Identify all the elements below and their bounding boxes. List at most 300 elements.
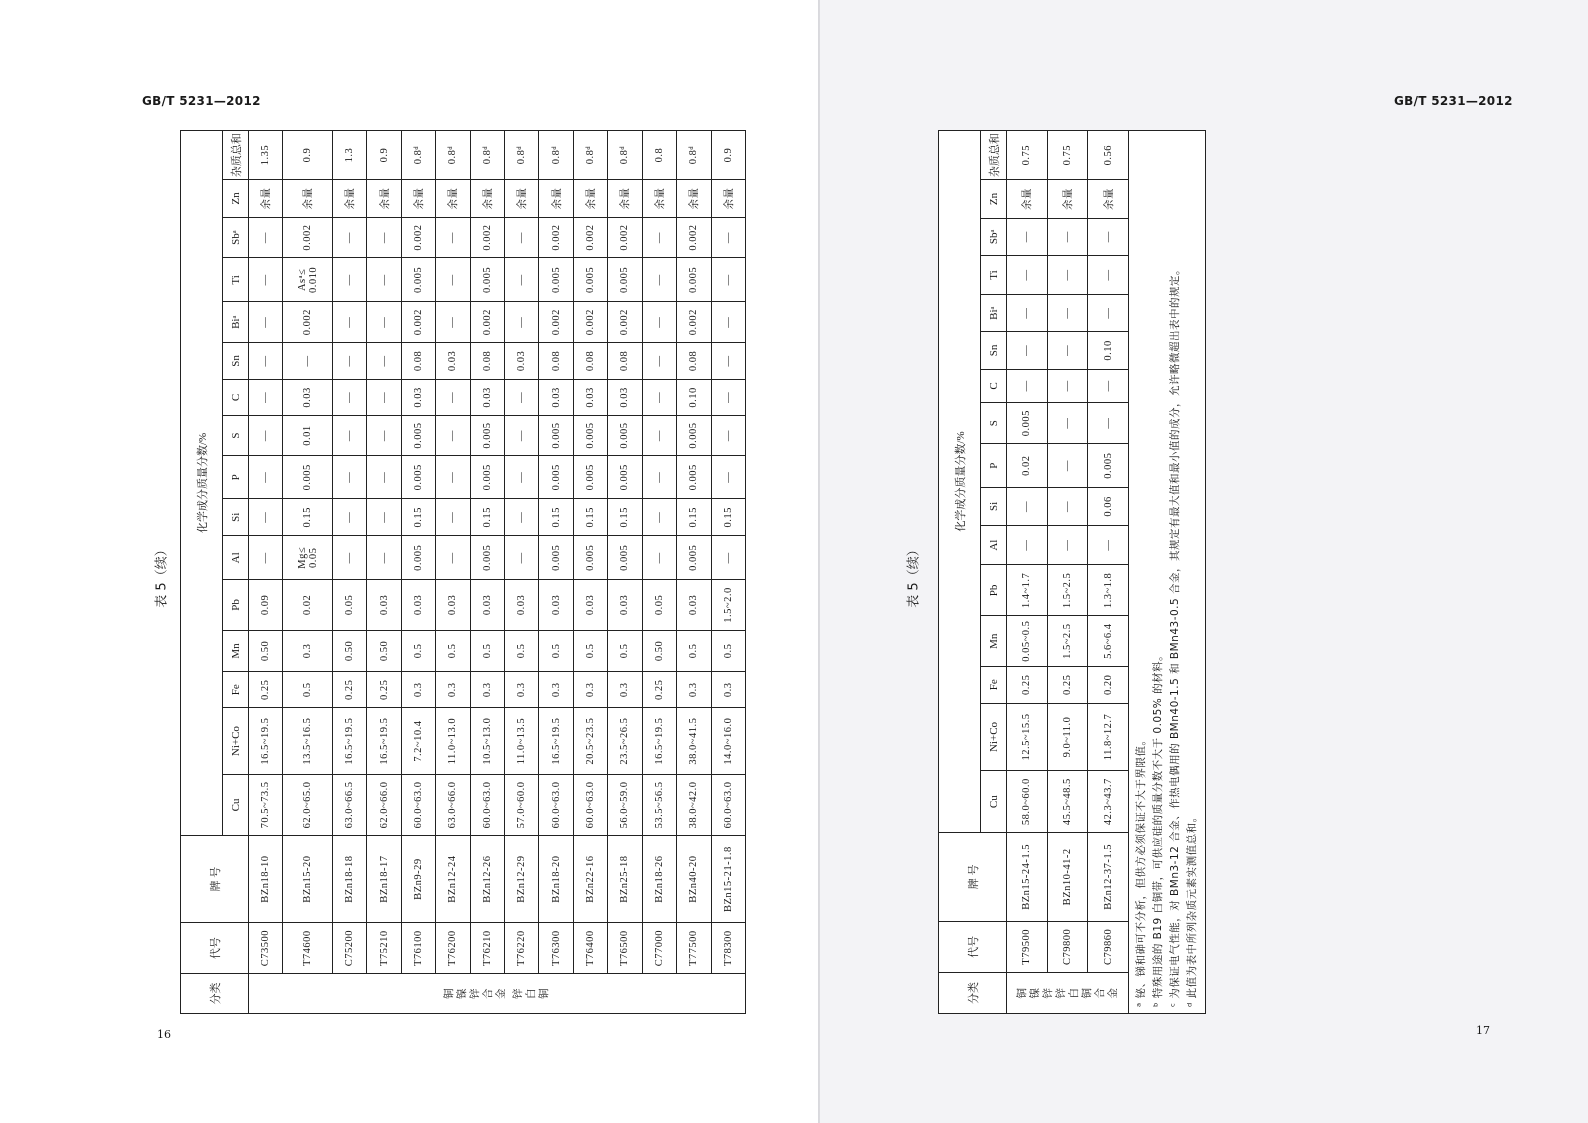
- composition-value: 0.50: [332, 630, 366, 672]
- composition-value: —: [505, 456, 539, 499]
- composition-value: 0.08: [677, 342, 711, 379]
- composition-value: 0.005: [608, 258, 642, 302]
- composition-value: 1.5~2.5: [1047, 565, 1088, 616]
- composition-value: 0.03: [436, 342, 470, 379]
- composition-value: 0.03: [573, 379, 607, 415]
- composition-value: —: [505, 379, 539, 415]
- composition-value: 0.002: [401, 302, 435, 343]
- composition-value: 56.0~59.0: [608, 774, 642, 835]
- alloy-grade: BZn18-10: [249, 835, 283, 923]
- composition-value: —: [642, 536, 676, 580]
- footnote: ᵃ 铋、锑和砷可不分析，但供方必须保证不大于界限值。: [1135, 734, 1147, 1007]
- category-cell: [249, 973, 746, 1013]
- composition-value: 0.08: [401, 342, 435, 379]
- col-element: Al: [223, 536, 249, 580]
- col-element: Fe: [223, 672, 249, 708]
- composition-value: —: [249, 258, 283, 302]
- col-element: C: [981, 369, 1007, 402]
- col-element: Cu: [981, 771, 1007, 833]
- composition-value: 57.0~60.0: [505, 774, 539, 835]
- page-number: 17: [1476, 1024, 1490, 1037]
- composition-value: 0.3: [436, 672, 470, 708]
- composition-value: 0.3: [470, 672, 504, 708]
- col-element: Biᵃ: [223, 302, 249, 343]
- alloy-code: T76400: [573, 923, 607, 974]
- composition-value: 53.5~56.5: [642, 774, 676, 835]
- composition-value: —: [436, 217, 470, 258]
- composition-value: 0.50: [249, 630, 283, 672]
- composition-value: —: [249, 456, 283, 499]
- composition-value: 0.10: [677, 379, 711, 415]
- composition-value: 0.005: [470, 536, 504, 580]
- col-element: C: [223, 379, 249, 415]
- composition-value: 0.03: [470, 379, 504, 415]
- composition-value: 0.03: [401, 379, 435, 415]
- composition-value: 0.002: [608, 217, 642, 258]
- composition-value: 0.3: [283, 630, 332, 672]
- col-element: Al: [981, 525, 1007, 565]
- composition-value: —: [283, 342, 332, 379]
- composition-table: [180, 130, 746, 1014]
- composition-value: 0.5: [283, 672, 332, 708]
- alloy-code: C75200: [332, 923, 366, 974]
- alloy-code: T76100: [401, 923, 435, 974]
- alloy-grade: BZn9-29: [401, 835, 435, 923]
- composition-value: —: [1047, 218, 1088, 255]
- composition-value: 0.5: [573, 630, 607, 672]
- composition-value: 0.8ᵈ: [573, 131, 607, 180]
- composition-value: 余量: [332, 180, 366, 218]
- composition-value: —: [249, 536, 283, 580]
- col-grade: 牌 号: [939, 832, 1007, 921]
- composition-value: —: [367, 415, 401, 456]
- composition-value: 0.9: [711, 131, 745, 180]
- composition-value: 0.08: [470, 342, 504, 379]
- composition-value: 0.50: [642, 630, 676, 672]
- composition-value: 余量: [1047, 180, 1088, 218]
- composition-value: —: [642, 415, 676, 456]
- composition-value: 0.15: [677, 499, 711, 536]
- composition-value: 0.8ᵈ: [539, 131, 573, 180]
- composition-value: —: [332, 217, 366, 258]
- col-element: 杂质总和: [981, 131, 1007, 180]
- composition-value: 16.5~19.5: [332, 708, 366, 775]
- composition-value: 0.8: [642, 131, 676, 180]
- category-char: 铜: [539, 987, 550, 999]
- composition-value: Mg≤ 0.05: [283, 536, 332, 580]
- composition-value: 0.005: [1007, 403, 1048, 444]
- composition-value: —: [505, 258, 539, 302]
- table-row: [1047, 131, 1088, 1014]
- composition-value: 0.03: [677, 580, 711, 630]
- alloy-grade: BZn15-20: [283, 835, 332, 923]
- composition-value: 0.002: [283, 302, 332, 343]
- alloy-code: T78300: [711, 923, 745, 974]
- composition-value: 0.005: [401, 415, 435, 456]
- composition-value: 0.03: [401, 580, 435, 630]
- composition-value: 1.5~2.5: [1047, 616, 1088, 667]
- composition-value: 0.03: [608, 379, 642, 415]
- composition-value: —: [1007, 295, 1048, 332]
- composition-value: 0.15: [283, 499, 332, 536]
- right-page: [820, 0, 1588, 1123]
- composition-value: 0.005: [401, 258, 435, 302]
- composition-value: —: [436, 536, 470, 580]
- composition-value: —: [642, 499, 676, 536]
- alloy-code: C77000: [642, 923, 676, 974]
- composition-value: 0.5: [505, 630, 539, 672]
- composition-value: 余量: [401, 180, 435, 218]
- composition-value: 0.03: [505, 342, 539, 379]
- composition-value: 0.002: [470, 302, 504, 343]
- composition-value: 0.005: [573, 456, 607, 499]
- composition-value: 0.005: [677, 415, 711, 456]
- composition-value: 0.005: [608, 456, 642, 499]
- col-category: 分类: [181, 973, 249, 1013]
- category-char: 锌: [513, 987, 524, 999]
- alloy-grade: BZn18-26: [642, 835, 676, 923]
- composition-value: —: [1007, 525, 1048, 565]
- composition-value: 0.03: [608, 580, 642, 630]
- composition-value: —: [1047, 331, 1088, 369]
- alloy-code: T74600: [283, 923, 332, 974]
- alloy-grade: BZn12-26: [470, 835, 504, 923]
- composition-value: —: [505, 217, 539, 258]
- col-element: Ti: [223, 258, 249, 302]
- col-element: Ni+Co: [223, 708, 249, 775]
- composition-value: 60.0~63.0: [470, 774, 504, 835]
- composition-value: —: [505, 536, 539, 580]
- composition-value: —: [642, 217, 676, 258]
- alloy-grade: BZn18-17: [367, 835, 401, 923]
- table-row: [711, 131, 745, 1014]
- category-char: 镍: [457, 987, 468, 999]
- table-row: [677, 131, 711, 1014]
- composition-value: —: [1047, 255, 1088, 295]
- footnote: ᵇ 特殊用途的 B19 白铜带，可供应硅的质量分数不大于 0.05% 的材料。: [1152, 649, 1164, 1007]
- composition-value: —: [1047, 488, 1088, 526]
- composition-value: 0.002: [573, 302, 607, 343]
- composition-value: 0.002: [539, 217, 573, 258]
- composition-value: 0.8ᵈ: [470, 131, 504, 180]
- composition-value: 0.05: [642, 580, 676, 630]
- composition-value: 62.0~66.0: [367, 774, 401, 835]
- col-element: Zn: [981, 180, 1007, 218]
- composition-value: 23.5~26.5: [608, 708, 642, 775]
- composition-value: —: [436, 379, 470, 415]
- composition-value: 0.03: [505, 580, 539, 630]
- composition-value: —: [505, 499, 539, 536]
- composition-value: —: [642, 258, 676, 302]
- composition-value: 余量: [573, 180, 607, 218]
- composition-value: 0.08: [608, 342, 642, 379]
- alloy-code: T76210: [470, 923, 504, 974]
- col-element: Mn: [223, 630, 249, 672]
- col-element: P: [981, 444, 1007, 488]
- composition-value: 9.0~11.0: [1047, 703, 1088, 771]
- col-category: 分类: [939, 973, 1007, 1014]
- composition-value: 5.6~6.4: [1088, 616, 1129, 667]
- alloy-grade: BZn15-21-1.8: [711, 835, 745, 923]
- table-row: [249, 131, 283, 1014]
- composition-value: —: [332, 302, 366, 343]
- composition-value: —: [367, 379, 401, 415]
- composition-value: —: [332, 456, 366, 499]
- composition-value: 0.03: [539, 580, 573, 630]
- category-char: 铜: [444, 987, 455, 999]
- composition-value: 0.15: [539, 499, 573, 536]
- composition-value: —: [1047, 525, 1088, 565]
- category-char: 镍: [1029, 987, 1041, 999]
- composition-value: 0.15: [573, 499, 607, 536]
- table-footnotes: [1129, 131, 1206, 1014]
- composition-value: —: [436, 302, 470, 343]
- composition-value: 0.15: [711, 499, 745, 536]
- composition-value: 0.005: [401, 536, 435, 580]
- composition-value: 0.8ᵈ: [436, 131, 470, 180]
- composition-value: —: [1047, 403, 1088, 444]
- category-char: 锌: [1055, 987, 1067, 999]
- composition-value: —: [711, 258, 745, 302]
- alloy-code: T76500: [608, 923, 642, 974]
- composition-value: 0.3: [505, 672, 539, 708]
- col-code: 代号: [939, 921, 1007, 972]
- composition-value: —: [1088, 525, 1129, 565]
- composition-value: 0.03: [367, 580, 401, 630]
- composition-value: 0.9: [367, 131, 401, 180]
- composition-table-right: [938, 130, 1206, 1014]
- composition-value: 0.002: [573, 217, 607, 258]
- composition-value: 63.0~66.0: [436, 774, 470, 835]
- composition-value: 11.8~12.7: [1088, 703, 1129, 771]
- composition-value: 余量: [249, 180, 283, 218]
- composition-value: 0.05~0.5: [1007, 616, 1048, 667]
- composition-value: 0.005: [470, 258, 504, 302]
- alloy-grade: BZn12-37-1.5: [1088, 832, 1129, 921]
- composition-table: [938, 130, 1206, 1014]
- composition-value: 0.5: [711, 630, 745, 672]
- col-element: Zn: [223, 180, 249, 218]
- composition-value: 14.0~16.0: [711, 708, 745, 775]
- footnote: ᶜ 为保证电气性能，对 BMn3-12 合金、作热电偶用的 BMn40-1.5 和 BMn43-0.5 合金，其规定有最大值和最小值的成分，允许略微超出表中的规定。: [1169, 263, 1181, 1007]
- table-row: [573, 131, 607, 1014]
- category-char: 白: [526, 987, 537, 999]
- composition-value: —: [1007, 218, 1048, 255]
- composition-value: 0.005: [677, 456, 711, 499]
- composition-value: —: [249, 499, 283, 536]
- composition-value: —: [332, 258, 366, 302]
- composition-value: 0.005: [539, 536, 573, 580]
- composition-value: 0.3: [608, 672, 642, 708]
- alloy-grade: BZn12-29: [505, 835, 539, 923]
- table-row: [332, 131, 366, 1014]
- alloy-grade: BZn15-24-1.5: [1007, 832, 1048, 921]
- table-row: [436, 131, 470, 1014]
- composition-value: 0.02: [1007, 444, 1048, 488]
- composition-value: 0.20: [1088, 666, 1129, 703]
- composition-value: 0.005: [539, 258, 573, 302]
- composition-value: 0.15: [401, 499, 435, 536]
- composition-value: 60.0~63.0: [573, 774, 607, 835]
- table-row: [470, 131, 504, 1014]
- composition-value: 0.5: [436, 630, 470, 672]
- col-element: Pb: [223, 580, 249, 630]
- category-char: 铜: [1081, 987, 1093, 999]
- composition-value: —: [711, 342, 745, 379]
- composition-value: 0.002: [283, 217, 332, 258]
- composition-value: 0.5: [539, 630, 573, 672]
- col-composition-group: 化学成分质量分数/%: [181, 131, 223, 836]
- composition-value: —: [1047, 444, 1088, 488]
- category-char: 锌: [470, 987, 481, 999]
- composition-value: 余量: [539, 180, 573, 218]
- composition-value: —: [436, 499, 470, 536]
- alloy-grade: BZn22-16: [573, 835, 607, 923]
- composition-value: 70.5~73.5: [249, 774, 283, 835]
- table-row: [283, 131, 332, 1014]
- composition-value: 0.005: [283, 456, 332, 499]
- composition-value: —: [249, 217, 283, 258]
- alloy-code: T76220: [505, 923, 539, 974]
- col-element: Ti: [981, 255, 1007, 295]
- col-element: Sbᵃ: [981, 218, 1007, 255]
- col-element: S: [223, 415, 249, 456]
- table-row: [367, 131, 401, 1014]
- category-char: 白: [1068, 987, 1080, 999]
- col-element: Mn: [981, 616, 1007, 667]
- composition-value: —: [1007, 488, 1048, 526]
- col-element: Si: [981, 488, 1007, 526]
- composition-value: 0.005: [401, 456, 435, 499]
- composition-value: 0.005: [1088, 444, 1129, 488]
- composition-value: 0.002: [539, 302, 573, 343]
- composition-value: —: [1088, 369, 1129, 402]
- composition-value: 0.09: [249, 580, 283, 630]
- col-element: Ni+Co: [981, 703, 1007, 771]
- alloy-grade: BZn40-20: [677, 835, 711, 923]
- composition-value: —: [1088, 403, 1129, 444]
- composition-value: 0.25: [332, 672, 366, 708]
- composition-value: —: [1047, 369, 1088, 402]
- composition-value: 0.25: [367, 672, 401, 708]
- composition-value: 58.0~60.0: [1007, 771, 1048, 833]
- composition-value: —: [332, 379, 366, 415]
- col-element: Biᵃ: [981, 295, 1007, 332]
- category-cell: [1007, 973, 1129, 1014]
- composition-value: 余量: [711, 180, 745, 218]
- composition-value: 0.03: [470, 580, 504, 630]
- composition-value: 62.0~65.0: [283, 774, 332, 835]
- composition-value: 63.0~66.5: [332, 774, 366, 835]
- composition-value: 42.3~43.7: [1088, 771, 1129, 833]
- alloy-grade: BZn18-20: [539, 835, 573, 923]
- composition-value: —: [249, 415, 283, 456]
- composition-value: 0.25: [642, 672, 676, 708]
- col-element: Sbᵃ: [223, 217, 249, 258]
- composition-value: —: [1088, 295, 1129, 332]
- composition-table-left: [180, 130, 746, 1014]
- composition-value: 0.15: [470, 499, 504, 536]
- composition-value: —: [367, 342, 401, 379]
- col-element: Pb: [981, 565, 1007, 616]
- composition-value: 余量: [1007, 180, 1048, 218]
- footnote: ᵈ 此值为表中所列杂质元素实测值总和。: [1186, 811, 1198, 1007]
- composition-value: 余量: [505, 180, 539, 218]
- table-row: [539, 131, 573, 1014]
- page-number: 16: [157, 1028, 171, 1041]
- alloy-code: T76200: [436, 923, 470, 974]
- composition-value: 0.3: [539, 672, 573, 708]
- composition-value: —: [1047, 295, 1088, 332]
- composition-value: 余量: [283, 180, 332, 218]
- composition-value: 0.06: [1088, 488, 1129, 526]
- alloy-grade: BZn10-41-2: [1047, 832, 1088, 921]
- composition-value: 0.3: [677, 672, 711, 708]
- composition-value: 0.005: [608, 415, 642, 456]
- composition-value: —: [367, 258, 401, 302]
- alloy-code: C79800: [1047, 921, 1088, 972]
- composition-value: 余量: [470, 180, 504, 218]
- composition-value: 0.002: [401, 217, 435, 258]
- composition-value: 0.002: [677, 217, 711, 258]
- composition-value: 余量: [677, 180, 711, 218]
- alloy-grade: BZn18-18: [332, 835, 366, 923]
- category-char: 金: [1107, 987, 1119, 999]
- alloy-code: T79500: [1007, 921, 1048, 972]
- table-row: [505, 131, 539, 1014]
- composition-value: —: [505, 415, 539, 456]
- table-row: [1007, 131, 1048, 1014]
- composition-value: 16.5~19.5: [539, 708, 573, 775]
- composition-value: —: [711, 536, 745, 580]
- composition-value: 余量: [367, 180, 401, 218]
- composition-value: 余量: [608, 180, 642, 218]
- composition-value: 余量: [436, 180, 470, 218]
- col-element: Sn: [223, 342, 249, 379]
- composition-value: —: [1007, 331, 1048, 369]
- composition-value: —: [367, 536, 401, 580]
- composition-value: 0.03: [573, 580, 607, 630]
- composition-value: 0.08: [573, 342, 607, 379]
- table-row: [642, 131, 676, 1014]
- composition-value: 0.15: [608, 499, 642, 536]
- composition-value: 0.02: [283, 580, 332, 630]
- composition-value: 余量: [1088, 180, 1129, 218]
- composition-value: —: [1007, 255, 1048, 295]
- composition-value: 0.8ᵈ: [677, 131, 711, 180]
- col-element: S: [981, 403, 1007, 444]
- alloy-grade: BZn12-24: [436, 835, 470, 923]
- composition-value: —: [436, 415, 470, 456]
- composition-value: 7.2~10.4: [401, 708, 435, 775]
- composition-value: —: [367, 499, 401, 536]
- composition-value: 11.0~13.0: [436, 708, 470, 775]
- composition-value: 38.0~42.0: [677, 774, 711, 835]
- composition-value: 0.25: [1007, 666, 1048, 703]
- composition-value: 1.4~1.7: [1007, 565, 1048, 616]
- category-char: 铜: [1016, 987, 1028, 999]
- composition-value: 16.5~19.5: [249, 708, 283, 775]
- composition-value: 0.50: [367, 630, 401, 672]
- col-grade: 牌 号: [181, 835, 249, 923]
- composition-value: —: [711, 217, 745, 258]
- col-element: P: [223, 456, 249, 499]
- composition-value: 1.35: [249, 131, 283, 180]
- composition-value: 0.005: [677, 536, 711, 580]
- composition-value: 1.3: [332, 131, 366, 180]
- composition-value: 0.005: [573, 415, 607, 456]
- composition-value: —: [1088, 218, 1129, 255]
